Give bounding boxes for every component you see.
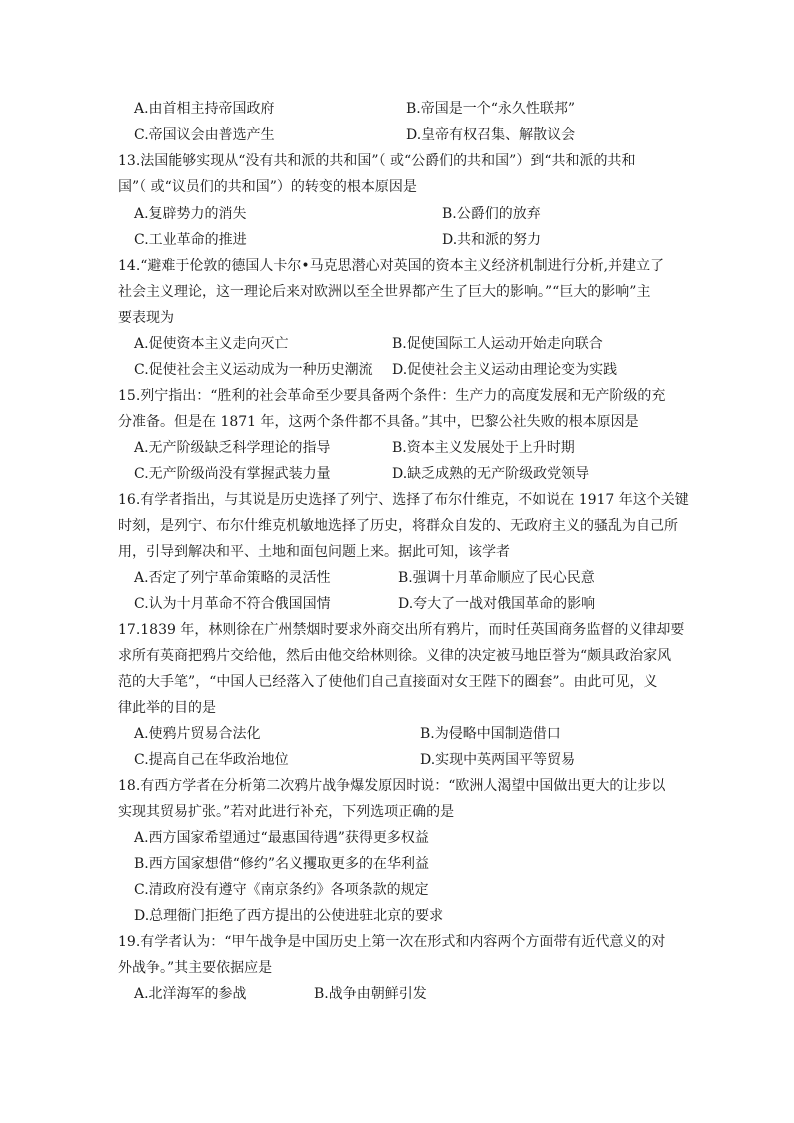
- q17-stem-line-1: 17.1839 年，林则徐在广州禁烟时要求外商交出所有鸦片，而时任英国商务监督的义律却要: [118, 622, 685, 638]
- q16-stem-line-2: 时刻，是列宁、布尔什维克机敏地选择了历史，将群众自发的、无政府主义的骚乱为自己所: [118, 518, 678, 534]
- q13-option-d: D.共和派的努力: [442, 232, 542, 248]
- q14-stem-line-1: 14.“避难于伦敦的德国人卡尔•马克思潜心对英国的资本主义经济机制进行分析,并建立了: [118, 258, 665, 274]
- q17-option-d: D.实现中英两国平等贸易: [420, 752, 576, 768]
- q13-option-c: C.工业革命的推进: [134, 232, 247, 248]
- q12-option-d: D.皇帝有权召集、解散议会: [406, 127, 576, 143]
- q19-option-b: B.战争由朝鲜引发: [314, 986, 427, 1002]
- q18-option-b: B.西方国家想借“修约”名义攫取更多的在华利益: [134, 856, 430, 872]
- q15-stem-line-1: 15.列宁指出：“胜利的社会革命至少要具备两个条件：生产力的高度发展和无产阶级的充: [118, 388, 666, 404]
- q16-stem-line-1: 16.有学者指出，与其说是历史选择了列宁、选择了布尔什维克，不如说在 1917 年这个关键: [118, 492, 689, 508]
- q19-option-a: A.北洋海军的参战: [134, 986, 247, 1002]
- q18-option-a: A.西方国家希望通过“最惠国待遇”获得更多权益: [134, 830, 429, 846]
- q17-option-a: A.使鸦片贸易合法化: [134, 726, 261, 742]
- q16-option-b: B.强调十月革命顺应了民心民意: [398, 570, 595, 586]
- q17-stem-line-4: 律此举的目的是: [118, 700, 216, 716]
- q14-option-c: C.促使社会主义运动成为一种历史潮流: [134, 362, 373, 378]
- q18-option-d: D.总理衙门拒绝了西方提出的公使进驻北京的要求: [134, 908, 444, 924]
- q17-option-c: C.提高自己在华政治地位: [134, 752, 289, 768]
- q17-option-b: B.为侵略中国制造借口: [420, 726, 561, 742]
- q18-stem-line-2: 实现其贸易扩张。”若对此进行补充，下列选项正确的是: [118, 804, 455, 820]
- q18-stem-line-1: 18.有西方学者在分析第二次鸦片战争爆发原因时说：“欧洲人渴望中国做出更大的让步以: [118, 778, 666, 794]
- q12-option-b: B.帝国是一个“永久性联邦”: [406, 101, 576, 117]
- q14-option-b: B.促使国际工人运动开始走向联合: [392, 336, 603, 352]
- q16-option-c: C.认为十月革命不符合俄国国情: [134, 596, 331, 612]
- q19-stem-line-1: 19.有学者认为：“甲午战争是中国历史上第一次在形式和内容两个方面带有近代意义的对: [118, 934, 666, 950]
- q13-option-b: B.公爵们的放弃: [442, 206, 541, 222]
- q15-option-a: A.无产阶级缺乏科学理论的指导: [134, 440, 331, 456]
- q16-stem-line-3: 用，引导到解决和平、土地和面包问题上来。据此可知，该学者: [118, 544, 510, 560]
- q15-option-b: B.资本主义发展处于上升时期: [392, 440, 575, 456]
- q14-option-d: D.促使社会主义运动由理论变为实践: [392, 362, 618, 378]
- q16-option-d: D.夸大了一战对俄国革命的影响: [398, 596, 596, 612]
- q12-option-c: C.帝国议会由普选产生: [134, 127, 275, 143]
- q15-option-c: C.无产阶级尚没有掌握武装力量: [134, 466, 331, 482]
- q18-option-c: C.清政府没有遵守《南京条约》各项条款的规定: [134, 882, 429, 898]
- q13-stem-line-1: 13.法国能够实现从“没有共和派的共和国”（ 或“公爵们的共和国”）到“共和派的共和: [118, 153, 636, 169]
- q14-stem-line-3: 要表现为: [118, 310, 174, 326]
- q17-stem-line-3: 范的大手笔”，“中国人已经落入了使他们自己直接面对女王陛下的圈套”。由此可见，义: [118, 674, 658, 690]
- q17-stem-line-2: 求所有英商把鸦片交给他，然后由他交给林则徐。义律的决定被马地臣誉为“颇具政治家风: [118, 648, 672, 664]
- q12-option-a: A.由首相主持帝国政府: [134, 101, 275, 117]
- q14-option-a: A.促使资本主义走向灭亡: [134, 336, 289, 352]
- q13-option-a: A.复辟势力的消失: [134, 206, 247, 222]
- q15-option-d: D.缺乏成熟的无产阶级政党领导: [392, 466, 590, 482]
- q14-stem-line-2: 社会主义理论，这一理论后来对欧洲以至全世界都产生了巨大的影响。”“巨大的影响”主: [118, 284, 651, 300]
- q19-stem-line-2: 外战争。”其主要依据应是: [118, 960, 273, 976]
- q13-stem-line-2: 国”（ 或“议员们的共和国”）的转变的根本原因是: [118, 179, 417, 195]
- q15-stem-line-2: 分准备。但是在 1871 年，这两个条件都不具备。”其中，巴黎公社失败的根本原因是: [118, 414, 639, 430]
- q16-option-a: A.否定了列宁革命策略的灵活性: [134, 570, 331, 586]
